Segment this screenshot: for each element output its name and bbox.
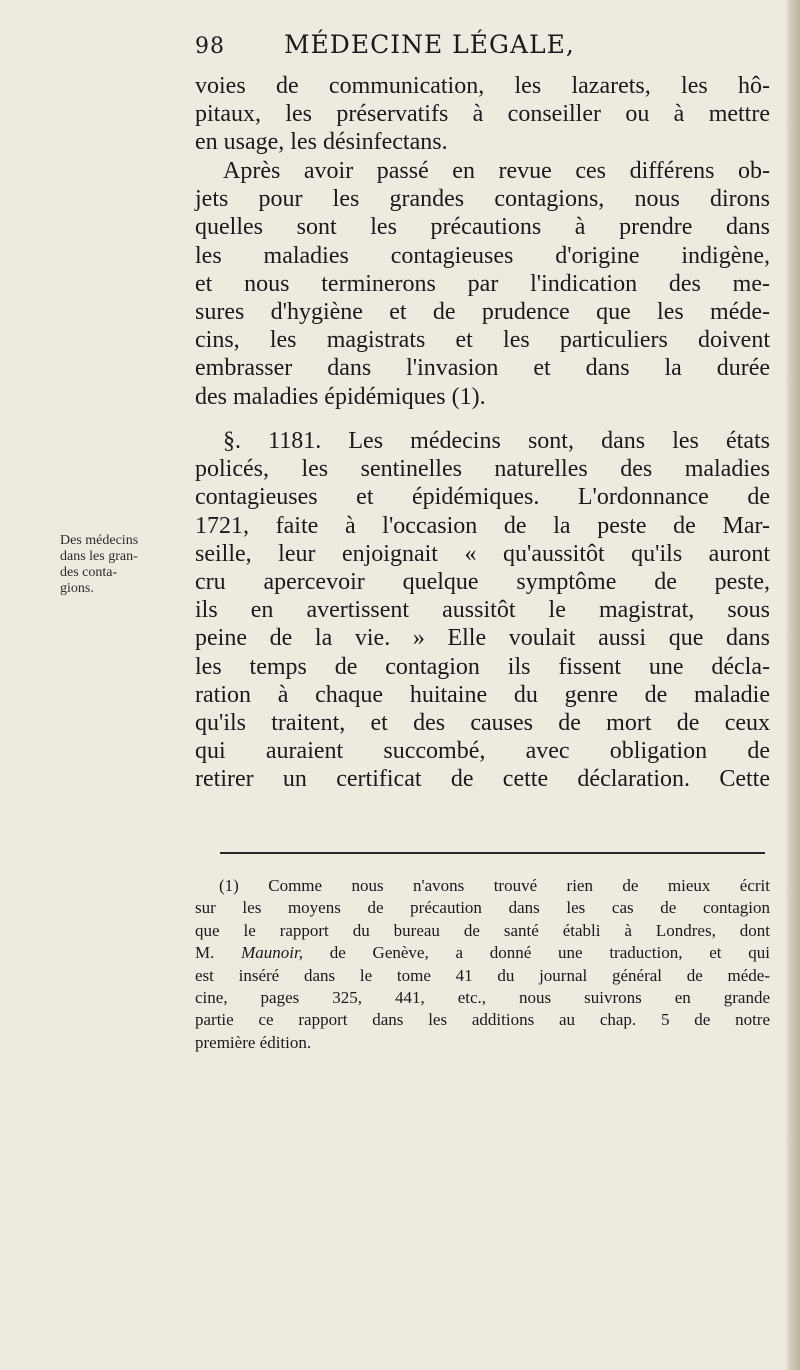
text-line: quelles sont les précautions à prendre dans xyxy=(195,214,770,241)
footnote-separator xyxy=(220,852,765,854)
footnote-line: première édition. xyxy=(195,1032,312,1052)
text-line: retirer un certificat de cette déclaration. Cette xyxy=(195,766,770,793)
text-line: 1721, faite à l'occasion de la peste de Mar- xyxy=(195,512,770,539)
text-line: §. 1181. Les médecins sont, dans les états xyxy=(223,428,770,454)
footnote-line xyxy=(195,942,770,964)
text-line: les temps de contagion ils fissent une décla- xyxy=(195,653,770,680)
running-title: MÉDECINE LÉGALE, xyxy=(283,30,575,59)
text-line: cins, les magistrats et les particuliers doivent xyxy=(195,327,770,354)
text-line: en usage, les désinfectans. xyxy=(195,129,448,156)
section-1181 xyxy=(195,427,770,794)
text-line: contagieuses et épidémiques. L'ordonnance de xyxy=(195,484,770,511)
paragraph-transition xyxy=(195,157,770,411)
text-line: les maladies contagieuses d'origine indigène, xyxy=(195,242,770,269)
margin-note xyxy=(60,533,160,597)
text-line: sures d'hygiène et de prudence que les méde- xyxy=(195,299,770,326)
footnote-line: partie ce rapport dans les additions au chap. 5 de notre xyxy=(195,1010,770,1030)
text-line: jets pour les grandes contagions, nous dirons xyxy=(195,186,770,213)
text-line: peine de la vie. » Elle voulait aussi que dans xyxy=(195,625,770,652)
footnote xyxy=(195,875,770,1054)
text-line: embrasser dans l'invasion et dans la durée xyxy=(195,355,770,382)
text-line: policés, les sentinelles naturelles des maladies xyxy=(195,456,770,483)
footnote-line: est inséré dans le tome 41 du journal général de méde- xyxy=(195,965,770,985)
text-line: pitaux, les préservatifs à conseiller ou à mettre xyxy=(195,101,770,128)
paragraph-continuation xyxy=(195,72,770,157)
page-spine-shadow xyxy=(786,0,800,1370)
footnote-text: M. xyxy=(195,943,242,963)
text-line: des maladies épidémiques (1). xyxy=(195,383,486,410)
text-line: qui auraient succombé, avec obligation de xyxy=(195,738,770,765)
margin-note-line: des conta- xyxy=(60,565,118,580)
text-line: et nous terminerons par l'indication des me- xyxy=(195,270,770,297)
text-line: cru apercevoir quelque symptôme de peste, xyxy=(195,569,770,596)
text-line: Après avoir passé en revue ces différens ob- xyxy=(223,158,770,184)
footnote-line: sur les moyens de précaution dans les cas de contagion xyxy=(195,898,770,918)
footnote-line: (1) Comme nous n'avons trouvé rien de mieux écrit xyxy=(219,876,770,895)
text-line: qu'ils traitent, et des causes de mort de ceux xyxy=(195,710,770,737)
footnote-text: de Genève, a donné une traduction, et qui xyxy=(303,943,770,963)
margin-note-line: gions. xyxy=(60,581,94,596)
text-line: voies de communication, les lazarets, les hô- xyxy=(195,73,770,99)
author-name: Maunoir, xyxy=(241,943,303,963)
text-line: seille, leur enjoignait « qu'aussitôt qu'ils auront xyxy=(195,540,770,567)
margin-note-line: dans les gran- xyxy=(60,549,138,564)
page-number: 98 xyxy=(195,34,225,59)
text-line: ration à chaque huitaine du genre de maladie xyxy=(195,681,770,708)
footnote-line: cine, pages 325, 441, etc., nous suivrons en grande xyxy=(195,988,770,1008)
running-header xyxy=(195,30,765,59)
text-line: ils en avertissent aussitôt le magistrat, sous xyxy=(195,597,770,624)
margin-note-line: Des médecins xyxy=(60,533,139,548)
footnote-line: que le rapport du bureau de santé établi à Londres, dont xyxy=(195,920,770,940)
